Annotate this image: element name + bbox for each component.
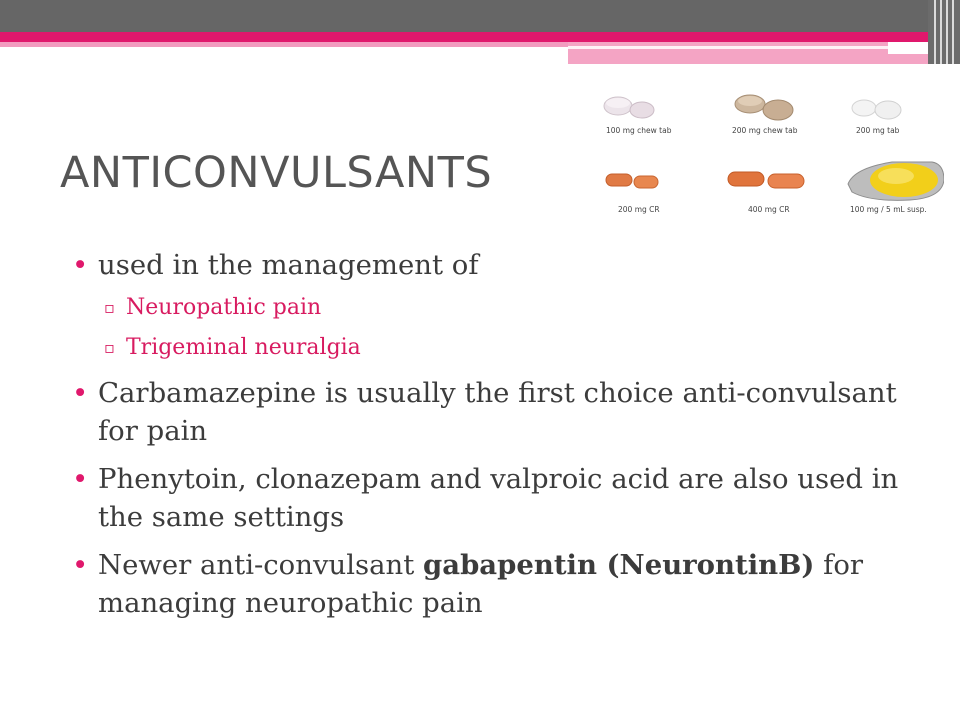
bullet-item: [70, 374, 920, 450]
sub-bullet-marker: ▫: [104, 298, 115, 317]
bullet-text: used in the management of: [98, 249, 479, 281]
pill-label: 400 mg CR: [748, 205, 790, 214]
header-stripe: [946, 0, 948, 64]
slide-title: ANTICONVULSANTS: [60, 148, 493, 198]
sub-bullet-item: [70, 294, 920, 322]
header-stripe: [934, 0, 936, 64]
header-grey-bar: [0, 0, 960, 32]
header-white-line: [568, 46, 888, 49]
bullet-marker: •: [72, 377, 89, 409]
bullet-text: Phenytoin, clonazepam and valproic acid are also used in the same settings: [98, 463, 899, 533]
header-stripe: [952, 0, 954, 64]
sub-bullet-text: Trigeminal neuralgia: [126, 335, 361, 360]
header-right-grey-block: [928, 0, 960, 64]
carbamazepine-dosage-forms-image: [592, 88, 944, 236]
header-white-notch: [888, 42, 928, 54]
sub-bullet-marker: ▫: [104, 338, 115, 357]
bullet-marker: •: [72, 549, 89, 581]
sub-bullet-item: [70, 334, 920, 362]
bullet-text-post: for managing neuropathic pain: [98, 549, 864, 619]
pill-label: 100 mg / 5 mL susp.: [850, 205, 927, 214]
bullet-marker: •: [72, 463, 89, 495]
header-stripe: [940, 0, 942, 64]
header-pink-light-strip: [0, 42, 568, 47]
bullet-text-pre: Newer anti-convulsant: [98, 549, 424, 581]
bullet-item: [70, 460, 920, 536]
pill-label: 200 mg CR: [618, 205, 660, 214]
header-pink-band: [0, 32, 960, 42]
bullet-marker: •: [72, 249, 89, 281]
bullet-item: [70, 546, 920, 622]
bullet-text-bold: gabapentin (NeurontinB): [423, 549, 815, 581]
pill-label: 200 mg tab: [856, 126, 900, 135]
bullet-text: Carbamazepine is usually the first choice anti-convulsant for pain: [98, 377, 897, 447]
pill-label: 200 mg chew tab: [732, 126, 798, 135]
bullet-list: [70, 246, 920, 632]
sub-bullet-text: Neuropathic pain: [126, 295, 322, 320]
pill-label: 100 mg chew tab: [606, 126, 672, 135]
bullet-item: [70, 246, 920, 284]
